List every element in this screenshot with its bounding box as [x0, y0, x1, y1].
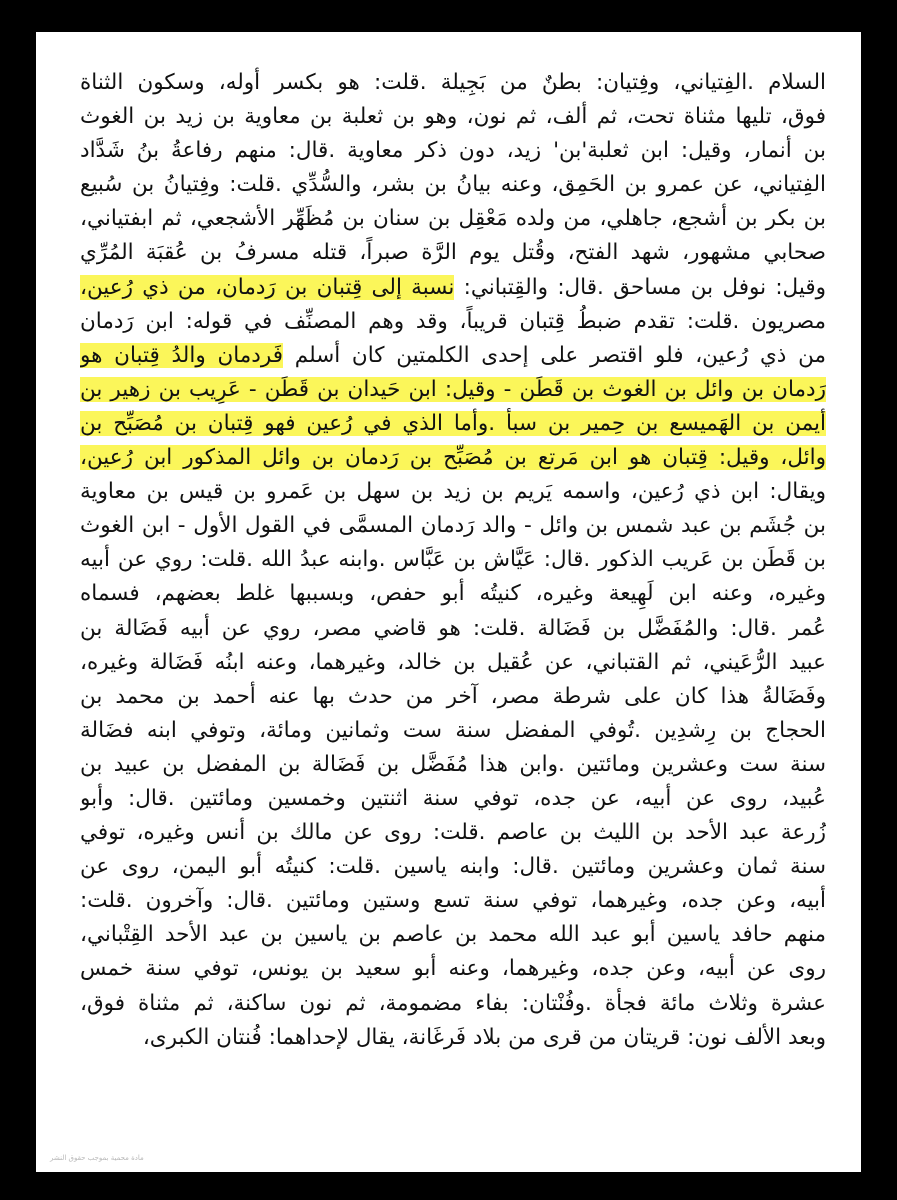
- text-line-partly-highlighted: [80, 339, 826, 373]
- text-line: وغيره، وعنه ابن لَهِيعة وغيره، كنيتُه أبو حفص، وبسببها غلط بعضهم، فسماه: [80, 581, 826, 607]
- highlighted-passage: نسبة إلى قِتبان بن رَدمان، من ذي رُعين،: [80, 274, 455, 300]
- highlighted-passage: وائل، وقيل: قِتبان هو ابن مَرتع بن مُصَبِّح بن رَدمان بن وائل المذكور ابن رُعين،: [80, 445, 826, 471]
- text-line: عُمر .قال: والمُفَضَّل بن فَضَالة .قلت: هو قاضي مصر، روي عن أبيه فَضَالة بن: [80, 615, 826, 641]
- highlighted-line: [80, 373, 826, 407]
- text-line: الفِتياني، عن عمرو بن الحَمِق، وعنه بيانُ بن بشر، والسُّدِّي .قلت: وفِتيانُ بن سُبيع: [80, 172, 826, 198]
- text-line: روى عن أبيه، وعن جده، وغيرهما، وعنه أبو سعيد بن يونس، توفي سنة خمس: [80, 956, 826, 982]
- text-segment: من ذي رُعين، فلو اقتصر على إحدى الكلمتين كان أسلم: [294, 342, 826, 368]
- text-line: عبيد الرُّعَيني، ثم القتباني، عن عُقيل بن خالد، وغيرهما، وعنه ابنُه فَضَالة وغيره،: [80, 649, 826, 675]
- highlighted-passage: فَردمان والدُ قِتبان هو: [80, 342, 284, 368]
- text-line: الحجاج بن رِشدِين .تُوفي المفضل سنة ست وثمانين ومائة، وتوفي ابنه فضَالة: [80, 717, 826, 743]
- text-line: فوق، تليها مثناة تحت، ثم ألف، ثم نون، وهو بن ثعلبة بن معاوية بن زيد بن الغوث: [80, 104, 826, 130]
- text-line: عُبيد، روى عن أبيه، عن جده، توفي سنة اثنتين وخمسين ومائتين .قال: وأبو: [80, 785, 826, 811]
- text-line: صحابي مشهور، شهد الفتح، وقُتل يوم الرَّة صبراً، قتله مسرفُ بن عُقبَة المُرِّي: [80, 240, 826, 266]
- copyright-watermark: مادة محمية بموجب حقوق النشر: [50, 1154, 144, 1162]
- text-segment: وقيل: نوفل بن مساحق .قال: والقِتباني:: [454, 274, 826, 300]
- text-line: ويقال: ابن ذي رُعين، واسمه يَريم بن زيد بن سهل بن عَمرو بن قيس بن معاوية: [80, 479, 826, 505]
- text-line: بن بكر بن أشجع، جاهلي، من ولده مَعْقِل بن سنان بن مُظَهِّر الأشجعي، ثم ابفتياني،: [80, 206, 826, 232]
- text-line: بن قَطَن بن عَريب الذكور .قال: عَيَّاش بن عَبَّاس .وابنه عبدُ الله .قلت: روي عن أبيه: [80, 547, 826, 573]
- text-line: مصريون .قلت: تقدم ضبطُ قِتبان قريباً، وقد وهم المصنِّف في قوله: ابن رَدمان: [80, 308, 826, 334]
- highlighted-line: [80, 407, 826, 441]
- highlighted-line: [80, 441, 826, 475]
- text-line: أبيه، وعن جده، وغيرهما، توفي سنة تسع وستين ومائتين .قال: وآخرون .قلت:: [80, 888, 826, 914]
- text-line: منهم حافد ياسين أبو عبد الله محمد بن عاصم بن ياسين بن عبد الأحد القِتْباني،: [80, 922, 826, 948]
- text-line: عشرة وثلاث مائة فجأة .وفُنْتان: بفاء مضمومة، ثم نون ساكنة، ثم مثناة فوق،: [80, 990, 826, 1016]
- text-line: السلام .الفِتياني، وفِتيان: بطنٌ من بَجِيلة .قلت: هو بكسر أوله، وسكون الثناة: [80, 70, 826, 95]
- text-line: بن أنمار، وقيل: ابن ثعلبة'بن' زيد، دون ذكر معاوية .قال: منهم رفاعةُ بنُ شَدَّاد: [80, 138, 826, 164]
- highlighted-passage: رَدمان بن وائل بن الغوث بن قَطَن - وقيل: ابن حَيدان بن قَطَن - عَرِيب بن زهير بن: [80, 376, 826, 402]
- document-page: [36, 32, 861, 1172]
- text-line: وبعد الألف نون: قريتان من قرى من بلاد فَرغَانة، يقال لإحداهما: فُنتان الكبرى،: [142, 1024, 826, 1050]
- text-line: وفَضَالةُ هذا كان على شرطة مصر، آخر من حدث بها عنه أحمد بن محمد بن: [80, 683, 826, 709]
- text-line: بن جُشَم بن عبد شمس بن وائل - والد رَدمان المسمَّى في القول الأول - ابن الغوث: [80, 513, 826, 539]
- text-line-partly-highlighted: [80, 271, 826, 305]
- text-line: زُرعة عبد الأحد بن الليث بن عاصم .قلت: روى عن مالك بن أنس وغيره، توفي: [80, 820, 826, 846]
- highlighted-passage: أيمن بن الهَميسع بن حِمير بن سبأ .وأما الذي في رُعين فهو قِتبان بن مُصَبِّح بن: [80, 410, 826, 436]
- text-line: سنة ست وعشرين ومائتين .وابن هذا مُفَضَّل بن فَضَالة بن المفضل بن عبيد بن: [80, 751, 826, 777]
- text-line: سنة ثمان وعشرين ومائتين .قال: وابنه ياسين .قلت: كنيتُه أبو اليمن، روى عن: [80, 854, 826, 880]
- document-text: [80, 66, 826, 1055]
